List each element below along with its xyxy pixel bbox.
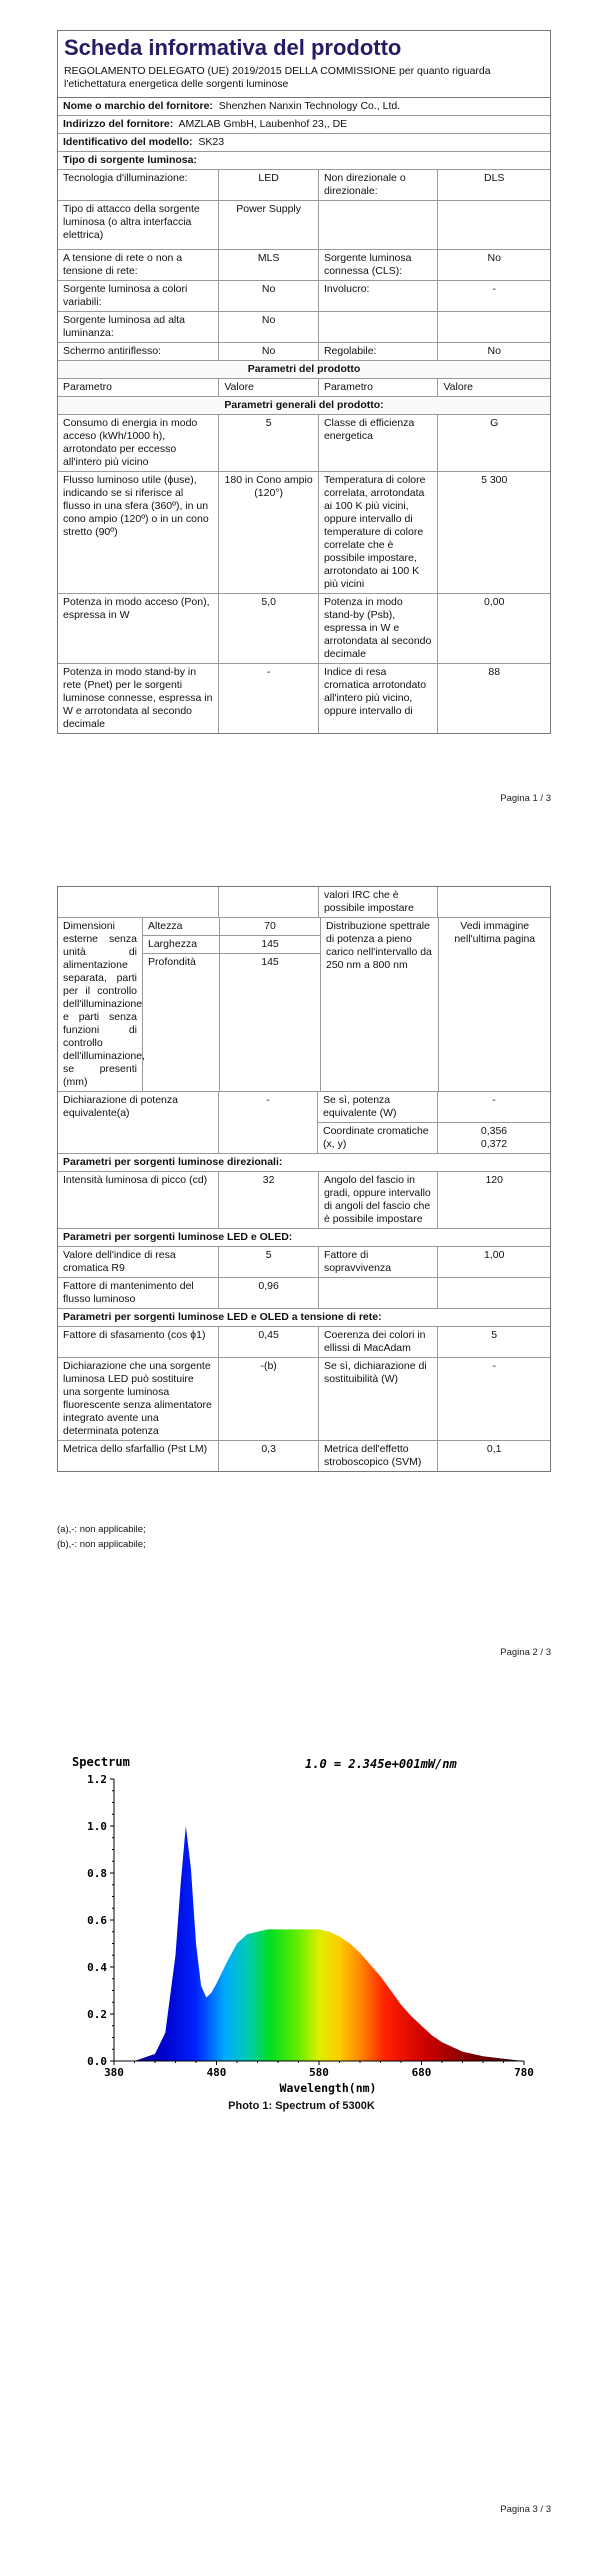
replacement-row: Dichiarazione che una sorgente luminosa LED può sostituire una sorgente luminosa fluorescente senza alimentatore integrato avente una determinata potenza -(b) Se sì, dichiarazione di sostituibilità (W) - xyxy=(58,1358,550,1441)
y-tick-label: 1.0 xyxy=(87,1820,107,1833)
footnotes xyxy=(57,1522,146,1552)
x-tick-label: 480 xyxy=(206,2066,227,2079)
supplier-row: Nome o marchio del fornitore: Shenzhen Nanxin Technology Co., Ltd. xyxy=(58,98,550,116)
power-factor-row: Fattore di sfasamento (cos ϕ1) 0,45 Coerenza dei colori in ellissi di MacAdam 5 xyxy=(58,1327,550,1358)
plot-area xyxy=(87,1773,534,2079)
x-axis-label: Wavelength(nm) xyxy=(279,2081,377,2095)
y-tick-label: 1.2 xyxy=(87,1773,107,1786)
dls-header-row: Parametri per sorgenti luminose direzionali: xyxy=(58,1154,550,1172)
sheet-title: Scheda informativa del prodotto xyxy=(64,35,402,60)
mains-row: A tensione di rete o non a tensione di rete: MLS Sorgente luminosa connessa (CLS): No xyxy=(58,250,550,281)
address-value: AMZLAB GmbH, Laubenhof 23,, DE xyxy=(178,118,348,130)
equivalent-power-row: Dichiarazione di potenza equivalente(a) - Se sì, potenza equivalente (W) - Coordinate cromatiche (x, y) 0,356 0,372 xyxy=(58,1092,550,1154)
dimensions-row: Dimensioni esterne senza unità di alimentazione separata, parti per il controllo dell'illuminazione e parti senza funzioni di controllo dell'illuminazione, se presenti (mm) Altezza 70 Larghezza 145 Profondità 145 Distribuzione spettrale di potenza a pieno carico nell'intervallo da 250 nm a 800 nm Vedi immagine nell'ultima pagina xyxy=(58,918,550,1092)
column-header-row: Parametro Valore Parametro Valore xyxy=(58,379,550,397)
maintenance-row: Fattore di mantenimento del flusso luminoso 0,96 xyxy=(58,1278,550,1309)
cri-cont-row: valori IRC che è possibile impostare xyxy=(58,887,550,918)
led-header-row: Parametri per sorgenti luminose LED e OLED: xyxy=(58,1229,550,1247)
power-on-row: Potenza in modo acceso (Pon), espressa in W 5,0 Potenza in modo stand-by (Psb), espressa in W e arrotondata al secondo decimale 0,00 xyxy=(58,594,550,664)
high-luminance-row: Sorgente luminosa ad alta luminanza: No xyxy=(58,312,550,343)
address-row: Indirizzo del fornitore: AMZLAB GmbH, Laubenhof 23,, DE xyxy=(58,116,550,134)
flicker-row: Metrica dello sfarfallio (Pst LM) 0,3 Metrica dell'effetto stroboscopico (SVM) 0,1 xyxy=(58,1441,550,1471)
general-header-row: Parametri generali del prodotto: xyxy=(58,397,550,415)
network-standby-row: Potenza in modo stand-by in rete (Pnet) per le sorgenti luminose connesse, espressa in W e arrotondata al secondo decimale - Indice di resa cromatica arrotondato all'intero più vicino, oppure intervallo di 88 xyxy=(58,664,550,733)
supplier-value: Shenzhen Nanxin Technology Co., Ltd. xyxy=(218,100,401,112)
params-header-row: Parametri del prodotto xyxy=(58,361,550,379)
regulation-text: REGOLAMENTO DELEGATO (UE) 2019/2015 DELLA COMMISSIONE per quanto riguarda l'etichettatura energetica delle sorgenti luminose xyxy=(58,63,550,98)
page-number: Pagina 1 / 3 xyxy=(500,793,551,804)
footnote-b: (b),-: non applicabile; xyxy=(57,1539,146,1550)
peak-intensity-row: Intensità luminosa di picco (cd) 32 Angolo del fascio in gradi, oppure intervallo di angoli del fascio che è possibile impostare 120 xyxy=(58,1172,550,1229)
chart-annotation: 1.0 = 2.345e+001mW/nm xyxy=(305,1757,457,1771)
y-tick-label: 0.2 xyxy=(87,2008,107,2021)
info-sheet-table-1 xyxy=(57,30,551,734)
energy-row: Consumo di energia in modo acceso (kWh/1000 h), arrotondato per eccesso all'intero più vicino 5 Classe di efficienza energetica G xyxy=(58,415,550,472)
page-1 xyxy=(0,0,603,804)
x-tick-label: 780 xyxy=(514,2066,534,2079)
colour-row: Sorgente luminosa a colori variabili: No Involucro: - xyxy=(58,281,550,312)
x-tick-label: 680 xyxy=(411,2066,432,2079)
source-type-row: Tipo di sorgente luminosa: xyxy=(58,152,550,170)
page-number: Pagina 2 / 3 xyxy=(500,1647,551,1658)
x-tick-label: 380 xyxy=(104,2066,124,2079)
mains-led-header-row: Parametri per sorgenti luminose LED e OLED a tensione di rete: xyxy=(58,1309,550,1327)
spectrum-area xyxy=(114,1826,524,2061)
x-tick-label: 580 xyxy=(309,2066,329,2079)
cap-row: Tipo di attacco della sorgente luminosa (o altra interfaccia elettrica) Power Supply xyxy=(58,201,550,250)
photo-caption: Photo 1: Spectrum of 5300K xyxy=(228,2100,375,2112)
info-sheet-table-2 xyxy=(57,886,551,1472)
model-value: SK23 xyxy=(198,136,225,148)
page-number: Pagina 3 / 3 xyxy=(500,2504,551,2515)
chart-title: Spectrum xyxy=(72,1755,130,1769)
glare-row: Schermo antiriflesso: No Regolabile: No xyxy=(58,343,550,361)
flux-row: Flusso luminoso utile (ϕuse), indicando se si riferisce al flusso in una sfera (360º), in un cono ampio (120º) o in un cono stretto (90º) 180 in Cono ampio (120°) Temperatura di colore correlata, arrotondata ai 100 K più vicini, oppure intervallo di temperature di colore correlate che è possibile impostare, arrotondato ai 100 K più vicini 5 300 xyxy=(58,472,550,594)
tech-row: Tecnologia d'illuminazione: LED Non direzionale o direzionale: DLS xyxy=(58,170,550,201)
r9-row: Valore dell'indice di resa cromatica R9 5 Fattore di sopravvivenza 1,00 xyxy=(58,1247,550,1278)
model-row: Identificativo del modello: SK23 xyxy=(58,134,550,152)
y-tick-label: 0.6 xyxy=(87,1914,107,1927)
y-tick-label: 0.0 xyxy=(87,2055,107,2068)
footnote-a: (a),-: non applicabile; xyxy=(57,1524,146,1535)
y-tick-label: 0.8 xyxy=(87,1867,107,1880)
y-tick-label: 0.4 xyxy=(87,1961,107,1974)
